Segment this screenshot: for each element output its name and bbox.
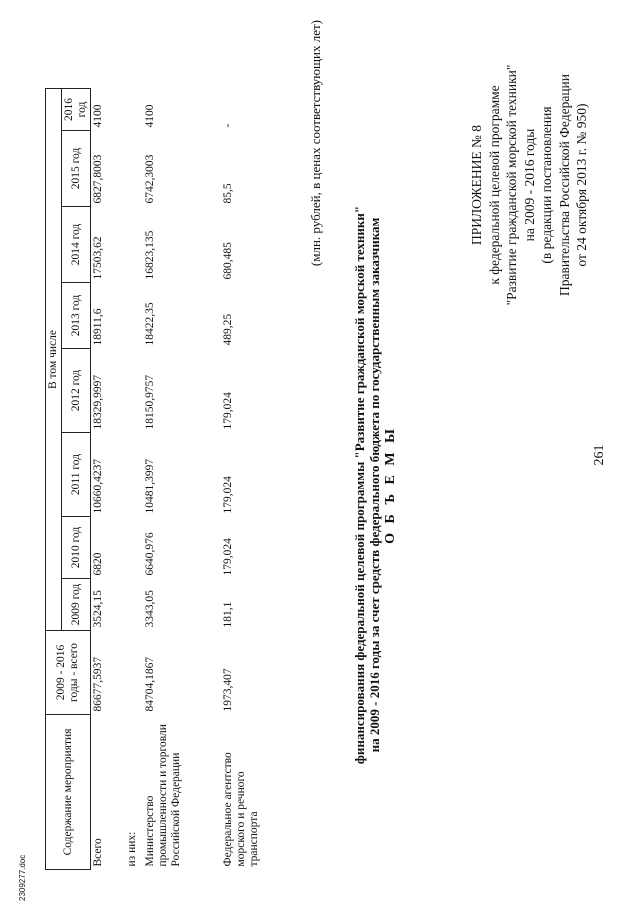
- header-year: 2016 год: [62, 89, 91, 131]
- subtitle-line-2: на 2009 - 2016 годы за счет средств федерального бюджета по государственным заказчикам: [367, 217, 382, 753]
- row-value: [125, 517, 143, 579]
- row-value: 4100: [143, 104, 156, 128]
- row-value: 18150,9757: [143, 374, 156, 430]
- row-value: 179,024: [221, 392, 234, 430]
- row-total: 84704,1867: [143, 656, 156, 712]
- appendix-line: "Развитие гражданской морской техники": [504, 64, 519, 306]
- table-row: [125, 89, 143, 870]
- document-title: О Б Ъ Е М Ы: [383, 426, 398, 544]
- row-value: 4100: [92, 104, 104, 128]
- row-value: 85,5: [221, 183, 234, 204]
- header-total: 2009 - 2016 годы - всего: [46, 631, 91, 715]
- row-value: 18422,35: [143, 302, 156, 346]
- row-value: 3343,05: [143, 590, 156, 628]
- appendix-line: к федеральной целевой программе: [486, 85, 502, 285]
- row-value: 18329,9997: [92, 374, 104, 430]
- header-year: 2014 год: [62, 207, 91, 283]
- appendix-line: от 24 октября 2013 г. № 950): [574, 103, 589, 267]
- row-label: Всего: [92, 838, 104, 867]
- table-row: [221, 89, 262, 870]
- header-year: 2013 год: [62, 283, 91, 349]
- row-value: 3524,15: [92, 590, 104, 628]
- row-label: из них:: [125, 831, 138, 867]
- row-value: 6640,976: [143, 532, 156, 576]
- row-value: 6827,8003: [92, 154, 104, 204]
- row-value: 6820: [92, 552, 104, 576]
- header-year: 2009 год: [62, 579, 91, 631]
- row-label: Министерство промышленности и торговли Российской Федерации: [143, 724, 182, 867]
- row-value: 10481,3997: [143, 458, 156, 514]
- row-value: 18911,6: [92, 308, 104, 346]
- row-value: 179,024: [221, 538, 234, 576]
- subtitle-line-1: финансирования федеральной целевой программы "Развитие гражданской морской техники": [352, 205, 367, 765]
- header-year: 2015 год: [62, 131, 91, 207]
- row-value: [125, 131, 143, 207]
- header-year: 2012 год: [62, 349, 91, 433]
- header-year: 2011 год: [62, 433, 91, 517]
- row-value: [125, 207, 143, 283]
- appendix-line: Правительства Российской Федерации: [556, 74, 572, 296]
- appendix-line: (в редакции постановления: [539, 106, 554, 264]
- row-value: [125, 89, 143, 131]
- row-value: [125, 433, 143, 517]
- appendix-header: [468, 25, 591, 345]
- document-subtitle: [352, 125, 382, 845]
- appendix-line: на 2009 - 2016 годы: [521, 128, 537, 242]
- row-value: -: [221, 123, 234, 128]
- row-value: 181,1: [221, 601, 234, 628]
- table-row: [91, 89, 125, 870]
- appendix-line: ПРИЛОЖЕНИЕ № 8: [469, 124, 484, 246]
- row-label: Федеральное агентство морского и речного транспорта: [221, 752, 260, 867]
- financing-table: [45, 88, 262, 870]
- page-number: 261: [592, 444, 607, 466]
- units-note: (млн. рублей, в ценах соответствующих лет): [308, 20, 323, 267]
- row-value: 17503,62: [92, 236, 104, 280]
- header-content: Содержание мероприятия: [46, 715, 91, 870]
- row-value: [125, 283, 143, 349]
- row-value: 489,25: [221, 313, 234, 346]
- row-total: [125, 631, 143, 715]
- header-in-that-number: В том числе: [46, 89, 62, 631]
- row-value: 680,485: [221, 242, 234, 280]
- row-value: 179,024: [221, 476, 234, 514]
- row-value: 10660,4237: [92, 458, 104, 514]
- row-value: 6742,3003: [143, 154, 156, 204]
- row-total: 1973,407: [221, 668, 234, 712]
- row-total: 86677,5937: [92, 656, 104, 712]
- row-value: [125, 349, 143, 433]
- file-reference: 2309277.doc: [18, 854, 27, 901]
- row-value: 16823,135: [143, 230, 156, 280]
- row-value: [125, 579, 143, 631]
- table-row: [143, 89, 221, 870]
- header-year: 2010 год: [62, 517, 91, 579]
